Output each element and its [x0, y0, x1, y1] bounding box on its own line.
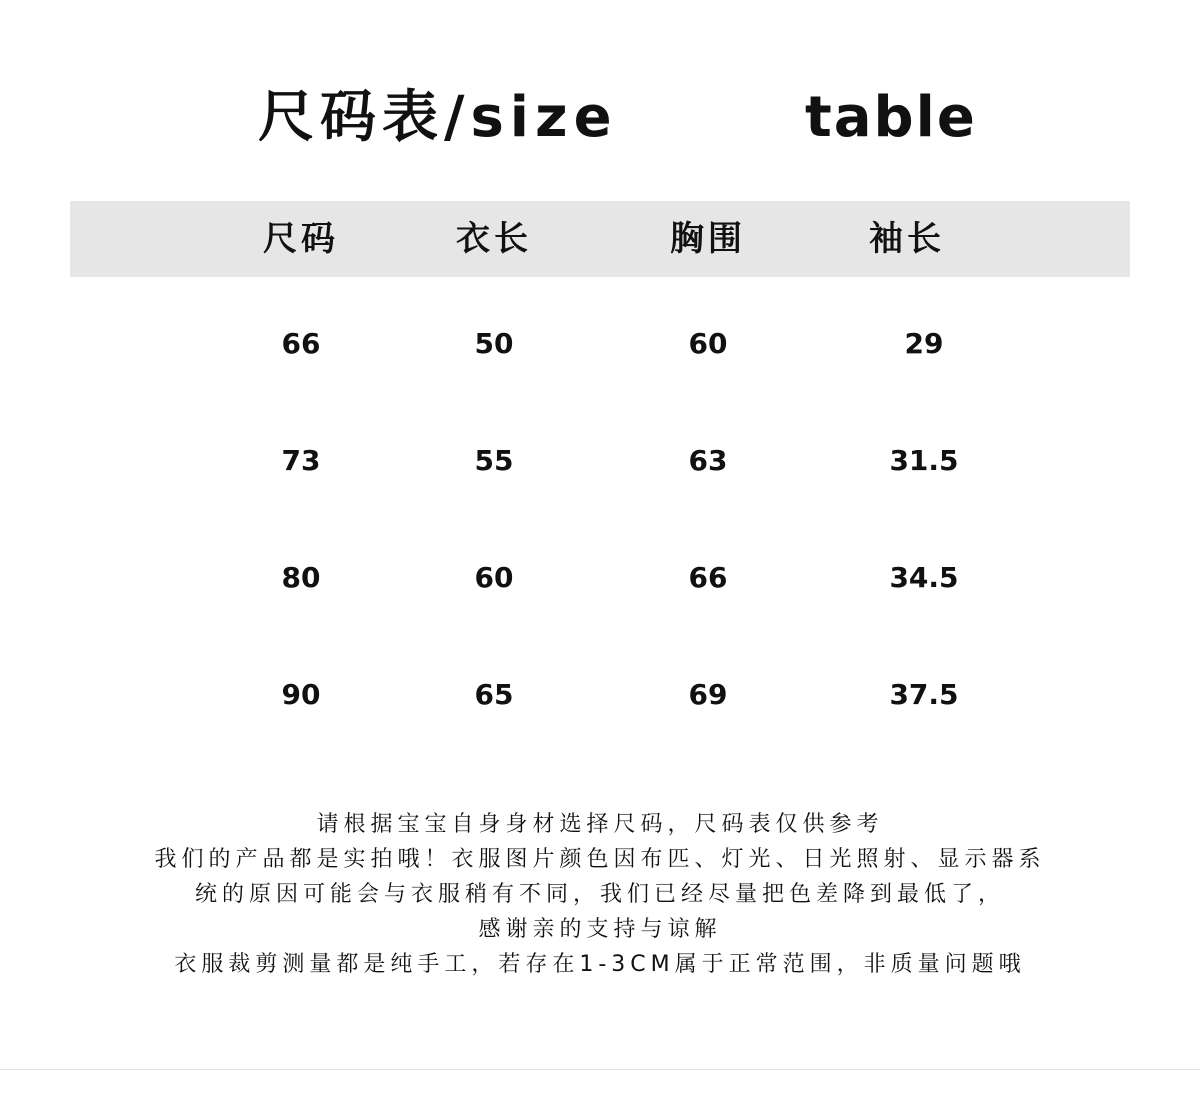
note-line: 请根据宝宝自身身材选择尺码，尺码表仅供参考 [316, 812, 884, 837]
table-body [70, 277, 1130, 753]
cell-sleeve: 29 [904, 327, 944, 360]
note-line: 衣服裁剪测量都是纯手工，若存在1-3CM属于正常范围，非质量问题哦 [174, 952, 1026, 977]
table-row [70, 402, 1130, 519]
cell-size: 73 [281, 444, 321, 477]
table-row [70, 285, 1130, 402]
table-row [70, 636, 1130, 753]
cell-chest: 69 [688, 678, 728, 711]
note-line: 感谢亲的支持与谅解 [478, 917, 722, 942]
cell-sleeve: 31.5 [889, 444, 959, 477]
cell-size: 80 [281, 561, 321, 594]
cell-length: 50 [474, 327, 514, 360]
header-chest: 胸围 [670, 219, 746, 259]
note-line: 统的原因可能会与衣服稍有不同，我们已经尽量把色差降到最低了， [194, 882, 1005, 907]
cell-length: 55 [474, 444, 514, 477]
cell-chest: 66 [688, 561, 728, 594]
page-title [0, 78, 1200, 158]
cell-length: 60 [474, 561, 514, 594]
cell-chest: 60 [688, 327, 728, 360]
header-sleeve: 袖长 [869, 219, 945, 259]
cell-length: 65 [474, 678, 514, 711]
title-main: 尺码表/size [258, 85, 618, 150]
cell-size: 90 [281, 678, 321, 711]
title-sub: table [805, 85, 977, 150]
note-line: 我们的产品都是实拍哦！衣服图片颜色因布匹、灯光、日光照射、显示器系 [154, 847, 1046, 872]
table-header [70, 201, 1130, 277]
header-size: 尺码 [263, 219, 339, 259]
cell-sleeve: 37.5 [889, 678, 959, 711]
notes-block [0, 807, 1200, 982]
header-length: 衣长 [456, 219, 532, 259]
footer-divider [0, 1069, 1200, 1070]
cell-sleeve: 34.5 [889, 561, 959, 594]
cell-chest: 63 [688, 444, 728, 477]
size-table [70, 201, 1130, 753]
cell-size: 66 [281, 327, 321, 360]
table-row [70, 519, 1130, 636]
